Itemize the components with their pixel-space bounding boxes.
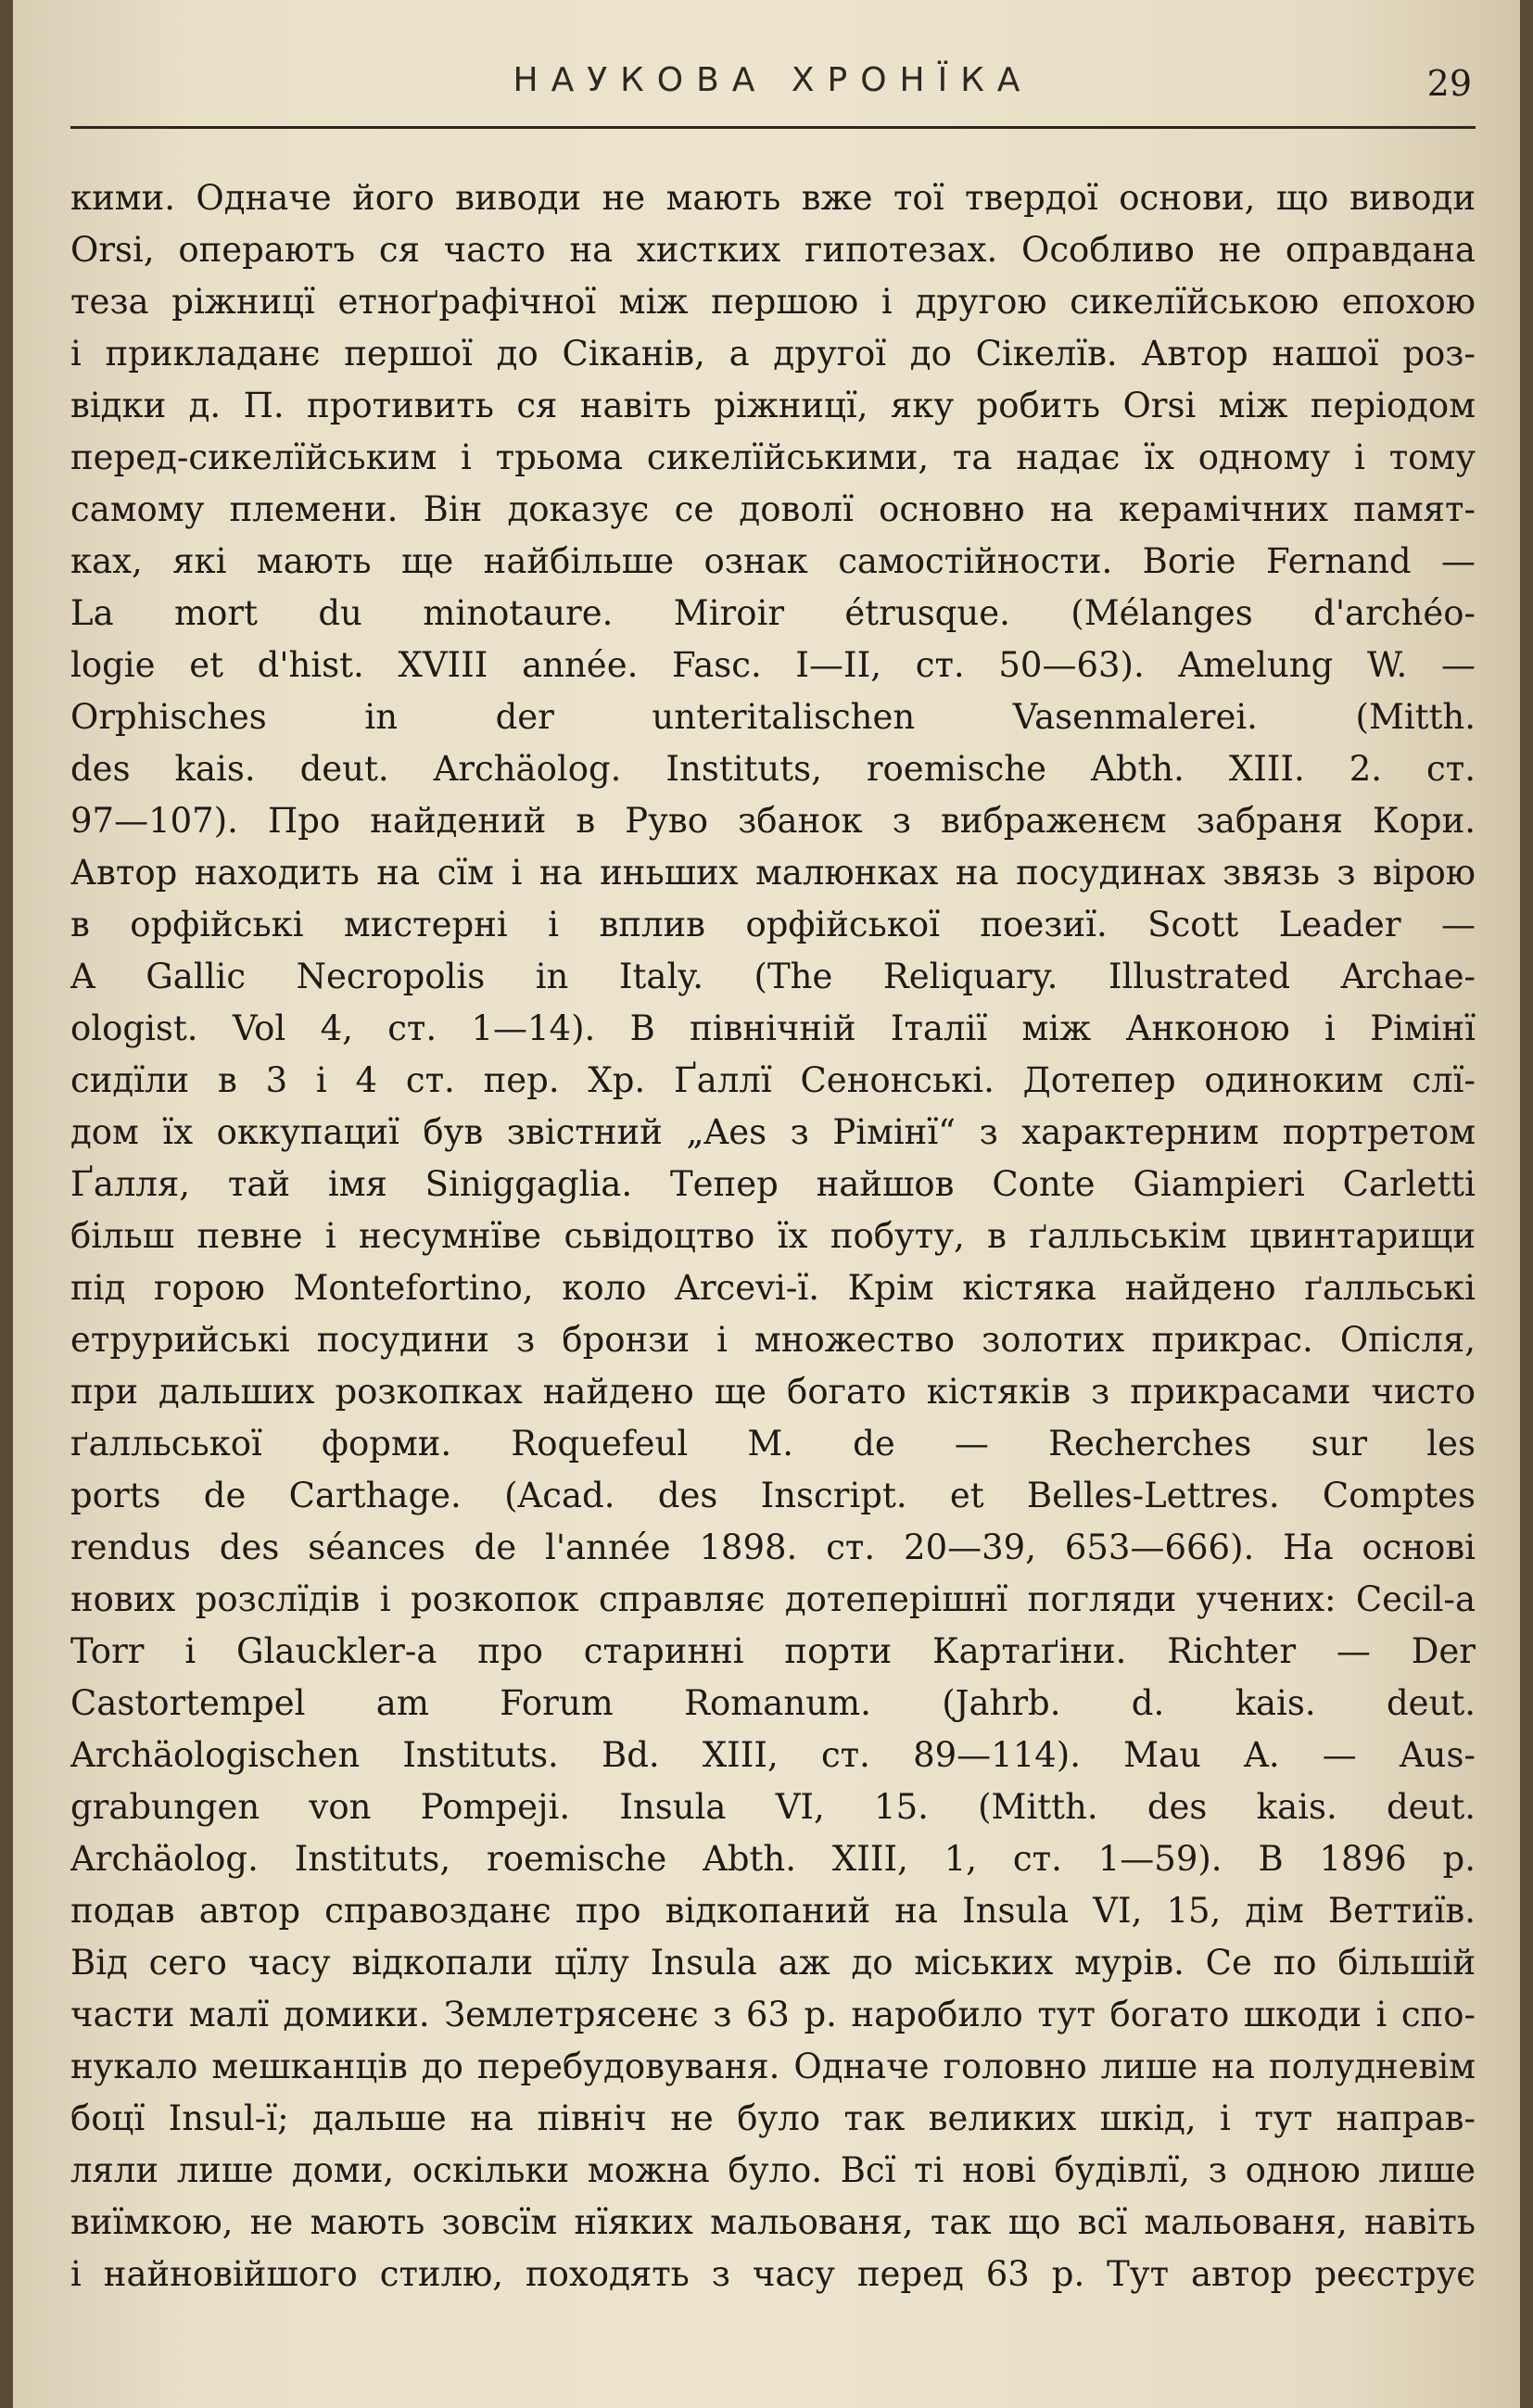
text-line: части малї домики. Землетрясенє з 63 р. наробило тут богато шкоди і спо- (70, 1995, 1476, 2034)
text-line: ports de Carthage. (Acad. des Inscript. et Belles-Lettres. Comptes (70, 1476, 1476, 1515)
body-text (70, 172, 1476, 2300)
text-line: rendus des séances de l'année 1898. ст. 20—39, 653—666). На основі (70, 1527, 1476, 1567)
text-line: більш певне і несумнїве сьвідоцтво їх побуту, в ґалльськім цвинтарищи (70, 1216, 1476, 1256)
text-line: подав автор справозданє про відкопаний на Insula VI, 15, дім Веттиїв. (70, 1891, 1476, 1931)
text-line: Від сего часу відкопали цїлу Insula аж до міських мурів. Се по більшій (70, 1943, 1476, 1983)
text-line: Orphisches in der unteritalischen Vasenmalerei. (Mitth. (70, 697, 1476, 737)
text-line: дом їх оккупациї був звістний „Aes з Рімінї“ з характерним портретом (70, 1112, 1476, 1152)
text-line: перед-сикелїйським і трьома сикелїйськими, та надає їх одному і тому (70, 437, 1476, 477)
text-line: Archäolog. Instituts, roemische Abth. XIII, 1, ст. 1—59). В 1896 р. (70, 1839, 1476, 1879)
running-head: НАУКОВА ХРОНЇКА (513, 61, 1033, 99)
page-header (70, 54, 1476, 129)
text-line: теза ріжницї етноґрафічної між першою і другою сикелїйською епохою (70, 282, 1476, 322)
text-line: боцї Insul-ї; дальше на північ не було так великих шкід, і тут направ- (70, 2098, 1476, 2138)
text-line: і найновійшого стилю, походять з часу перед 63 р. Тут автор реєструє (70, 2254, 1476, 2294)
text-line: La mort du minotaure. Miroir étrusque. (Mélanges d'archéo- (70, 593, 1476, 633)
text-line: відки д. П. противить ся навіть ріжницї, яку робить Orsi між періодом (70, 386, 1476, 425)
text-line: нових розслїдів і розкопок справляє дотеперішнї погляди учених: Cecil-а (70, 1579, 1476, 1619)
text-line: кими. Одначе його виводи не мають вже тої твердої основи, що виводи (70, 178, 1476, 218)
text-line: 97—107). Про найдений в Руво збанок з вибраженєм забраня Кори. (70, 801, 1476, 841)
text-line: в орфійські мистерні і вплив орфійської поезиї. Scott Leader — (70, 905, 1476, 944)
text-line: des kais. deut. Archäolog. Instituts, roemische Abth. XIII. 2. ст. (70, 749, 1476, 789)
text-line: ках, які мають ще найбільше ознак самостійности. Borie Fernand — (70, 541, 1476, 581)
text-line: logie et d'hist. XVIII année. Fasc. I—II, ст. 50—63). Amelung W. — (70, 645, 1476, 685)
page-number: 29 (1426, 63, 1472, 104)
text-line: Orsi, операютъ ся часто на хистких гипотезах. Особливо не оправдана (70, 230, 1476, 270)
text-line: при дальших розкопках найдено ще богато кістяків з прикрасами чисто (70, 1372, 1476, 1412)
text-line: Castortempel am Forum Romanum. (Jahrb. d. kais. deut. (70, 1683, 1476, 1723)
text-line: самому племени. Він доказує се доволї основно на керамічних памят- (70, 489, 1476, 529)
book-page (13, 0, 1520, 2408)
text-line: виїмкою, не мають зовсїм нїяких мальованя, так що всї мальованя, навіть (70, 2202, 1476, 2242)
text-line: A Gallic Necropolis in Italy. (The Reliquary. Illustrated Archae- (70, 957, 1476, 996)
text-line: Ґалля, тай імя Siniggaglia. Тепер найшов Conte Giampieri Carletti (70, 1164, 1476, 1204)
text-line: і прикладанє першої до Сіканів, а другої до Сікелїв. Автор нашої роз- (70, 334, 1476, 374)
text-line: ґалльської форми. Roquefeul M. de — Recherches sur les (70, 1424, 1476, 1464)
text-line: Torr і Glauckler-а про старинні порти Картаґіни. Richter — Der (70, 1631, 1476, 1671)
text-line: етрурийські посудини з бронзи і множество золотих прикрас. Опісля, (70, 1320, 1476, 1360)
text-line: ляли лише доми, оскільки можна було. Всї ті нові будівлї, з одною лише (70, 2150, 1476, 2190)
text-line: сидїли в 3 і 4 ст. пер. Хр. Ґаллї Сенонські. Дотепер одиноким слї- (70, 1060, 1476, 1100)
text-line: Автор находить на сїм і на иньших малюнках на посудинах звязь з вірою (70, 853, 1476, 893)
text-line: нукало мешканців до перебудовуваня. Одначе головно лише на полудневім (70, 2047, 1476, 2086)
text-line: під горою Montefortino, коло Arcevi-ї. Крім кістяка найдено ґалльські (70, 1268, 1476, 1308)
text-line: ologist. Vol 4, ст. 1—14). В північній Італії між Анконою і Рімінї (70, 1008, 1476, 1048)
text-line: Archäologischen Instituts. Bd. XIII, ст. 89—114). Mau A. — Aus- (70, 1735, 1476, 1775)
text-line: grabungen von Pompeji. Insula VI, 15. (Mitth. des kais. deut. (70, 1787, 1476, 1827)
